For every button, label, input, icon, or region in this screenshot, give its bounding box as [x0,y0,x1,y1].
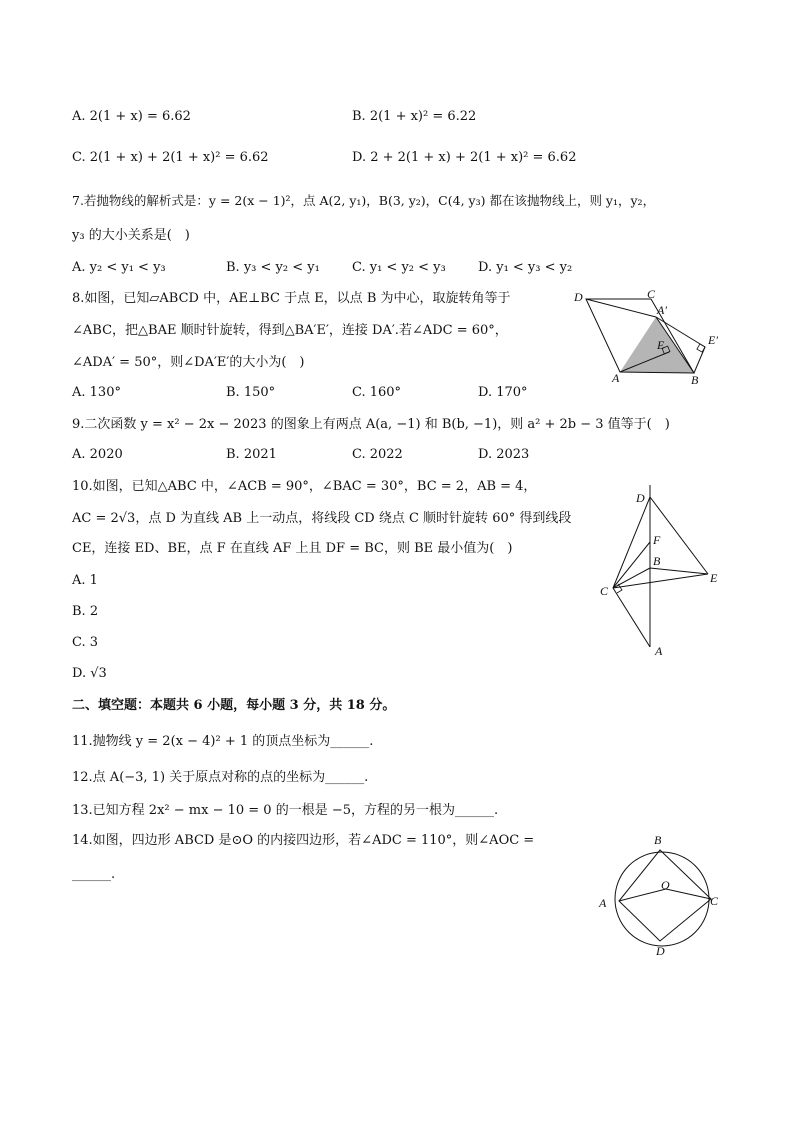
q10-segment-cd [613,497,650,588]
q10-segment-cf [613,542,650,588]
q8-stem-line3: ∠ADA′ = 50°，则∠DA′E′的大小为( ) [72,355,305,370]
q9-option-a: A. 2020 [72,447,123,462]
q8-option-c: C. 160° [352,385,402,400]
q10-option-c: C. 3 [72,635,99,650]
q6-option-a: A. 2(1 + x) = 6.62 [72,109,191,124]
q8-label-b: B [691,373,699,387]
q7-option-a: A. y₂ < y₁ < y₃ [72,260,166,275]
q10-triangle-figure [595,485,730,665]
q6-option-b: B. 2(1 + x)² = 6.22 [352,109,477,124]
q8-parallelogram-figure [560,285,730,390]
q10-segment-ce [613,574,708,588]
q14-label-a: A [599,896,607,910]
q10-segment-be [650,568,708,574]
q8-label-d: D [574,290,583,304]
q8-label-e2: E′ [708,333,718,347]
q8-option-a: A. 130° [72,385,121,400]
q14-segment-oc [666,889,711,899]
q8-label-c: C [647,287,656,301]
q8-stem-line2: ∠ABC，把△BAE 顺时针旋转，得到△BA′E′，连接 DA′.若∠ADC = 60°， [72,323,508,338]
q7-option-b: B. y₃ < y₂ < y₁ [226,260,320,275]
section-2-heading: 二、填空题：本题共 6 小题，每小题 3 分，共 18 分。 [72,698,396,713]
q8-option-b: B. 150° [226,385,276,400]
q10-stem-line3: CE，连接 ED、BE，点 F 在直线 AF 上且 DF = BC，则 BE 最小值为( ) [72,541,513,556]
q14-label-c: C [710,894,719,908]
q10-label-e: E [710,571,718,585]
q14-label-b: B [654,833,662,847]
q9-option-d: D. 2023 [478,447,530,462]
q9-option-c: C. 2022 [352,447,403,462]
q10-label-f: F [653,533,661,547]
q14-circle-figure [590,828,730,960]
q7-stem-line1: 7.若抛物线的解析式是：y = 2(x − 1)²，点 A(2, y₁)，B(3, y₂)，C(4, y₃) 都在该抛物线上，则 y₁，y₂， [72,193,656,208]
q10-label-a: A [655,644,663,658]
q6-option-d: D. 2 + 2(1 + x) + 2(1 + x)² = 6.62 [352,150,577,165]
q7-stem-line2: y₃ 的大小关系是( ) [72,228,190,243]
q8-option-d: D. 170° [478,385,528,400]
q12-stem: 12.点 A(−3, 1) 关于原点对称的点的坐标为______. [72,770,369,785]
q9-option-b: B. 2021 [226,447,277,462]
q8-label-a: A [612,371,620,385]
q7-option-d: D. y₁ < y₃ < y₂ [478,260,573,275]
q13-stem: 13.已知方程 2x² − mx − 10 = 0 的一根是 −5，方程的另一根为______. [72,803,499,818]
q14-stem-line2: ______. [72,867,116,882]
q10-label-b: B [653,554,661,568]
q10-label-d: D [636,491,645,505]
q10-option-d: D. √3 [72,666,107,681]
q7-option-c: C. y₁ < y₂ < y₃ [352,260,446,275]
q10-label-c: C [600,584,609,598]
q8-label-a2: A′ [657,303,667,317]
q10-stem-line1: 10.如图，已知△ABC 中，∠ACB = 90°，∠BAC = 30°，BC = 2，AB = 4， [72,479,537,494]
q14-label-d: D [656,944,665,958]
q10-segment-ca [613,588,650,647]
q14-segment-ao [619,889,666,901]
q9-stem: 9.二次函数 y = x² − 2x − 2023 的图象上有两点 A(a, −1) 和 B(b, −1)，则 a² + 2b − 3 值等于( ) [72,417,670,432]
q8-segment-da2 [586,299,656,317]
q14-stem-line1: 14.如图，四边形 ABCD 是⊙O 的内接四边形，若∠ADC = 110°，则∠AOC = [72,833,535,848]
q11-stem: 11.抛物线 y = 2(x − 4)² + 1 的顶点坐标为______. [72,734,374,749]
q8-label-e: E [657,338,665,352]
q14-circle [615,852,709,946]
q6-option-c: C. 2(1 + x) + 2(1 + x)² = 6.62 [72,150,269,165]
q10-option-b: B. 2 [72,604,99,619]
q8-stem-line1: 8.如图，已知▱ABCD 中，AE⊥BC 于点 E，以点 B 为中心，取旋转角等于 [72,291,511,306]
q10-option-a: A. 1 [72,573,98,588]
q14-label-o: O [661,878,670,892]
q10-stem-line2: AC = 2√3，点 D 为直线 AB 上一动点，将线段 CD 绕点 C 顺时针旋转 60° 得到线段 [72,511,572,526]
